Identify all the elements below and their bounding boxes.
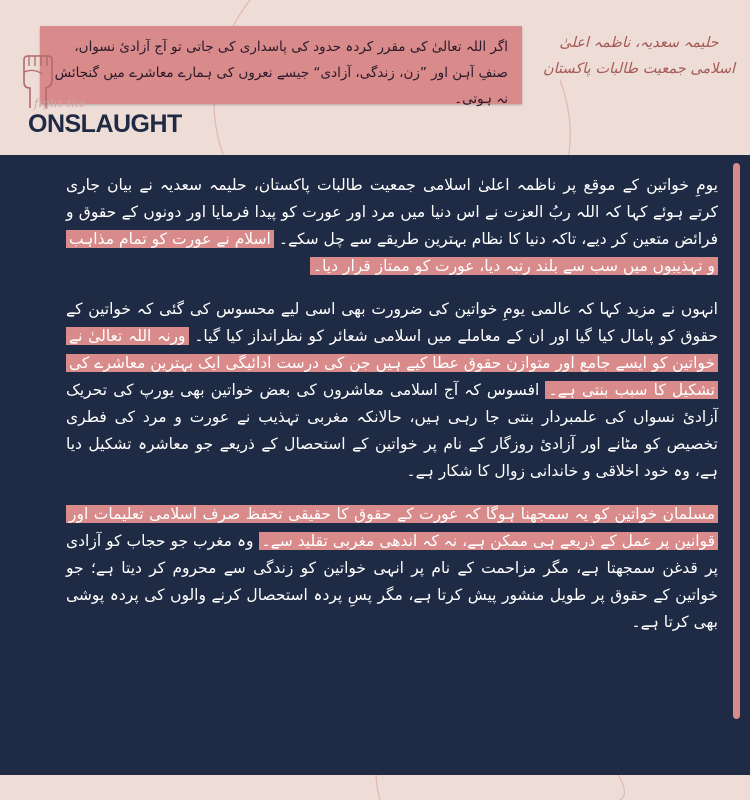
paragraph-text: افسوس کہ آج اسلامی معاشروں کی بعض خواتین بھی یورپ کی تحریک آزادیٔ نسواں کی علمبردار بنتی جا رہی ہیں، حالانکہ مغربی تہذیب نے عورت و مرد کی فطری تخصیص کو مٹانے اور آزادیٔ روزگار کے نام پر خواتین کے استحصال کے ذریعے جو معاشرہ تشکیل دیا ہے، وہ خود اخلاقی و خاندانی زوال کا شکار ہے۔ (66, 381, 718, 480)
byline-organization: اسلامی جمعیت طالبات پاکستان (542, 61, 736, 77)
highlighted-text: اسلام نے عورت کو تمام مذاہب و تہذیبوں میں سب سے بلند رتبہ دیا، عورت کو ممتاز قرار دیا۔ (66, 230, 718, 275)
paragraph-3 (66, 501, 718, 636)
paragraph-text: وہ مغرب جو حجاب کو آزادی پر قدغن سمجھتا ہے، مگر مزاحمت کے نام پر انہی خواتین کو زندگی سے محروم کر دیتا ہے؛ جو خواتین کے حقوق پر طویل منشور پیش کرتا ہے، مگر پسِ پردہ استحصال کرنے والوں کی پردہ پوشی بھی کرتا ہے۔ (66, 532, 718, 631)
highlighted-text: ورنہ اللہ تعالیٰ نے خواتین کو ایسے جامع اور متوازن حقوق عطا کیے ہیں جن کی درست ادائیگی ایک بہترین معاشرے کی تشکیل کا سبب بنتی ہے۔ (66, 327, 718, 399)
accent-bar (733, 163, 740, 719)
highlighted-text: مسلمان خواتین کو یہ سمجھنا ہوگا کہ عورت کے حقوق کا حقیقی تحفظ صرف اسلامی تعلیمات اور قوانین پر عمل کے ذریعے ہی ممکن ہے، نہ کہ اندھی مغربی تقلید سے۔ (66, 505, 718, 550)
paragraph-text: انہوں نے مزید کہا کہ عالمی یومِ خواتین کی ضرورت بھی اسی لیے محسوس کی گئی کہ خواتین کے حقوق کو پامال کیا گیا اور ان کے معاملے میں اسلامی شعائر کو نظرانداز کیا گیا۔ (66, 300, 718, 345)
paragraph-2 (66, 296, 718, 485)
logo-wordmark: ONSLAUGHT (28, 110, 182, 138)
paragraph-1 (66, 172, 718, 280)
byline (540, 30, 738, 82)
byline-name: حلیمہ سعدیہ، ناظمہ اعلیٰ (559, 35, 719, 51)
article-body (66, 172, 718, 652)
quote-text: اگر اللہ تعالیٰ کی مقرر کردہ حدود کی پاسداری کی جاتی تو آج آزادیٔ نسواں، صنفِ آہن اور ”زن، زندگی، آزادی“ جیسے نعروں کی ہمارے معاشرے میں گنجائش نہ ہوتی۔ (54, 39, 508, 107)
paragraph-text: یومِ خواتین کے موقع پر ناظمہ اعلیٰ اسلامی جمعیت طالبات پاکستان، حلیمہ سعدیہ نے بیان جاری کرتے ہوئے کہا کہ اللہ ربُ العزت نے اس دنیا میں مرد اور عورت کو پیدا فرمایا اور دونوں کے حقوق و فرائض متعین کر دیے، تاکہ دنیا کا نظام بہترین طریقے سے چل سکے۔ (66, 176, 719, 248)
logo-tagline: fight the (34, 97, 87, 110)
